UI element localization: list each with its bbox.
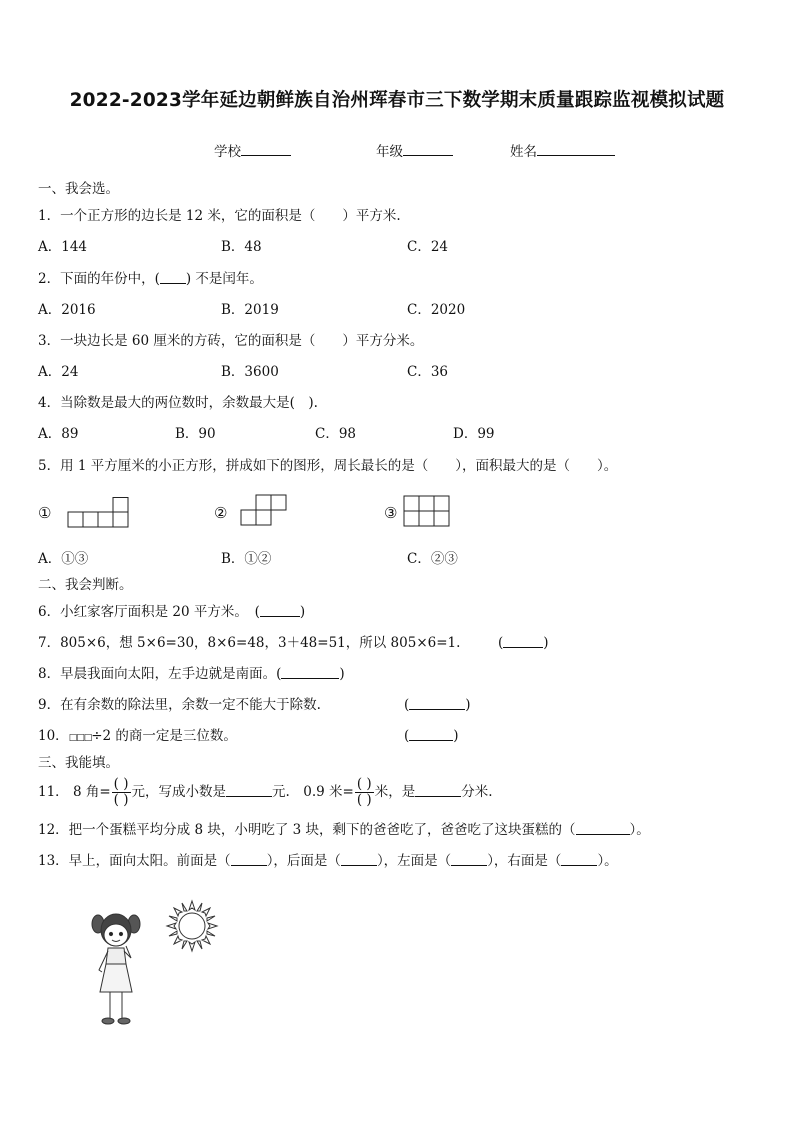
question-7: 7．805×6，想 5×6=30，8×6=48，3＋48=51，所以 805×6=1. <box>38 635 461 651</box>
q7-close: ) <box>543 635 549 651</box>
q11-blank-2[interactable] <box>415 784 461 797</box>
q10-close: ) <box>453 728 459 744</box>
q2-option-b[interactable]: B．2019 <box>221 302 279 318</box>
question-12 <box>38 821 650 839</box>
figure-3-squares <box>403 495 453 527</box>
question-3: 3．一块边长是 60 厘米的方砖，它的面积是（ ）平方分米。 <box>38 333 424 349</box>
q3-option-a[interactable]: A．24 <box>38 364 79 380</box>
grade-field[interactable] <box>376 140 453 160</box>
q1-option-c[interactable]: C．24 <box>407 239 449 255</box>
q12-text: 12．把一个蛋糕平均分成 8 块，小明吃了 3 块，剩下的爸爸吃了，爸爸吃了这块蛋糕的（ <box>38 822 576 838</box>
q7-blank[interactable] <box>503 635 543 648</box>
q8-close: ) <box>339 666 345 682</box>
girl-illustration <box>90 906 142 1036</box>
question-11 <box>38 774 493 810</box>
q11-den2: ( ) <box>356 792 372 808</box>
section-heading-3: 三、我能填。 <box>38 755 119 771</box>
figure-1-squares <box>67 497 133 529</box>
q11-mid: 元，写成小数是 <box>131 784 226 800</box>
q11-unit2: 分米. <box>461 784 493 800</box>
q5-option-a[interactable]: A．①③ <box>38 551 89 567</box>
school-blank[interactable] <box>241 142 291 156</box>
q11-num: ( ) <box>113 776 129 792</box>
q2-option-a[interactable]: A．2016 <box>38 302 96 318</box>
q9-answer <box>404 696 471 714</box>
q7-answer <box>498 634 549 652</box>
section-heading-2: 二、我会判断。 <box>38 577 133 593</box>
q6-blank[interactable] <box>260 604 300 617</box>
question-4: 4．当除数是最大的两位数时，余数最大是( ). <box>38 395 318 411</box>
figure-2-label: ② <box>214 504 228 522</box>
page-title: 2022-2023学年延边朝鲜族自治州珲春市三下数学期末质量跟踪监视模拟试题 <box>69 90 725 111</box>
q9-close: ) <box>465 697 471 713</box>
q10-boxes: □□□ <box>68 733 92 743</box>
q13-blank-left[interactable] <box>451 853 487 866</box>
q6-close: ) <box>299 604 306 620</box>
question-9: 9．在有余数的除法里，余数一定不能大于除数. <box>38 697 321 713</box>
q9-blank[interactable] <box>409 697 465 710</box>
q10-blank[interactable] <box>409 728 453 741</box>
question-6 <box>38 603 305 621</box>
q13-p2: ），后面是（ <box>266 853 341 869</box>
q11-pre: 11． 8 角= <box>38 784 111 800</box>
q11-fraction-2[interactable] <box>355 777 374 808</box>
q4-option-b[interactable]: B．90 <box>175 426 216 442</box>
q3-option-c[interactable]: C．36 <box>407 364 449 380</box>
question-10: 10．□□□÷2 的商一定是三位数。 <box>38 728 237 744</box>
q10-open: ( <box>404 728 410 744</box>
q10-answer <box>404 727 459 745</box>
q13-blank-right[interactable] <box>561 853 597 866</box>
q12-blank[interactable] <box>576 822 630 835</box>
school-label: 学校 <box>214 144 241 160</box>
grade-blank[interactable] <box>403 142 453 156</box>
q5-option-b[interactable]: B．①② <box>221 551 272 567</box>
q13-pre: 13．早上，面向太阳。前面是（ <box>38 853 231 869</box>
q13-p3: ），左面是（ <box>376 853 452 869</box>
q11-mid2: 米，是 <box>374 784 416 800</box>
q12-close: ）。 <box>629 822 650 838</box>
figure-1-label: ① <box>38 504 52 522</box>
q11-fraction-1[interactable] <box>112 777 131 808</box>
school-field[interactable] <box>214 140 291 160</box>
q11-den: ( ) <box>113 792 129 808</box>
question-13 <box>38 852 618 870</box>
name-field[interactable] <box>510 140 615 160</box>
q7-open: ( <box>498 635 504 651</box>
q2-blank[interactable] <box>160 271 186 284</box>
q13-blank-front[interactable] <box>231 853 267 866</box>
section-heading-1: 一、我会选。 <box>38 181 119 197</box>
q11-unit1: 元. 0.9 米= <box>272 784 354 800</box>
question-1: 1．一个正方形的边长是 12 米，它的面积是（ ）平方米. <box>38 208 401 224</box>
name-blank[interactable] <box>537 142 615 156</box>
question-8 <box>38 665 345 683</box>
q11-blank-1[interactable] <box>226 784 272 797</box>
q8-blank[interactable] <box>281 666 339 679</box>
figure-3-label: ③ <box>384 504 398 522</box>
figure-2-squares <box>240 494 290 526</box>
q1-option-a[interactable]: A．144 <box>38 239 88 255</box>
q4-option-d[interactable]: D．99 <box>453 426 495 442</box>
q2-pre: 2．下面的年份中，( <box>38 271 160 287</box>
q8-text: 8．早晨我面向太阳，左手边就是南面。( <box>38 666 282 682</box>
q11-num2: ( ) <box>356 776 372 792</box>
q4-option-a[interactable]: A．89 <box>38 426 79 442</box>
grade-label: 年级 <box>376 144 403 160</box>
question-5: 5．用 1 平方厘米的小正方形，拼成如下的图形，周长最长的是（ ），面积最大的是（ ）。 <box>38 458 618 474</box>
q10-text: ÷2 的商一定是三位数。 <box>91 728 237 744</box>
q13-blank-back[interactable] <box>341 853 377 866</box>
name-label: 姓名 <box>510 144 537 160</box>
q2-post: ) 不是闰年。 <box>185 271 263 287</box>
q5-option-c[interactable]: C．②③ <box>407 551 458 567</box>
q13-end: ）。 <box>597 853 618 869</box>
q2-option-c[interactable]: C．2020 <box>407 302 466 318</box>
q13-p4: ），右面是（ <box>487 853 562 869</box>
question-2 <box>38 270 263 288</box>
q6-text: 6．小红家客厅面积是 20 平方米。 ( <box>38 604 260 620</box>
sun-icon <box>164 898 220 954</box>
q4-option-c[interactable]: C．98 <box>315 426 357 442</box>
q3-option-b[interactable]: B．3600 <box>221 364 279 380</box>
q1-option-b[interactable]: B．48 <box>221 239 262 255</box>
q9-open: ( <box>404 697 410 713</box>
